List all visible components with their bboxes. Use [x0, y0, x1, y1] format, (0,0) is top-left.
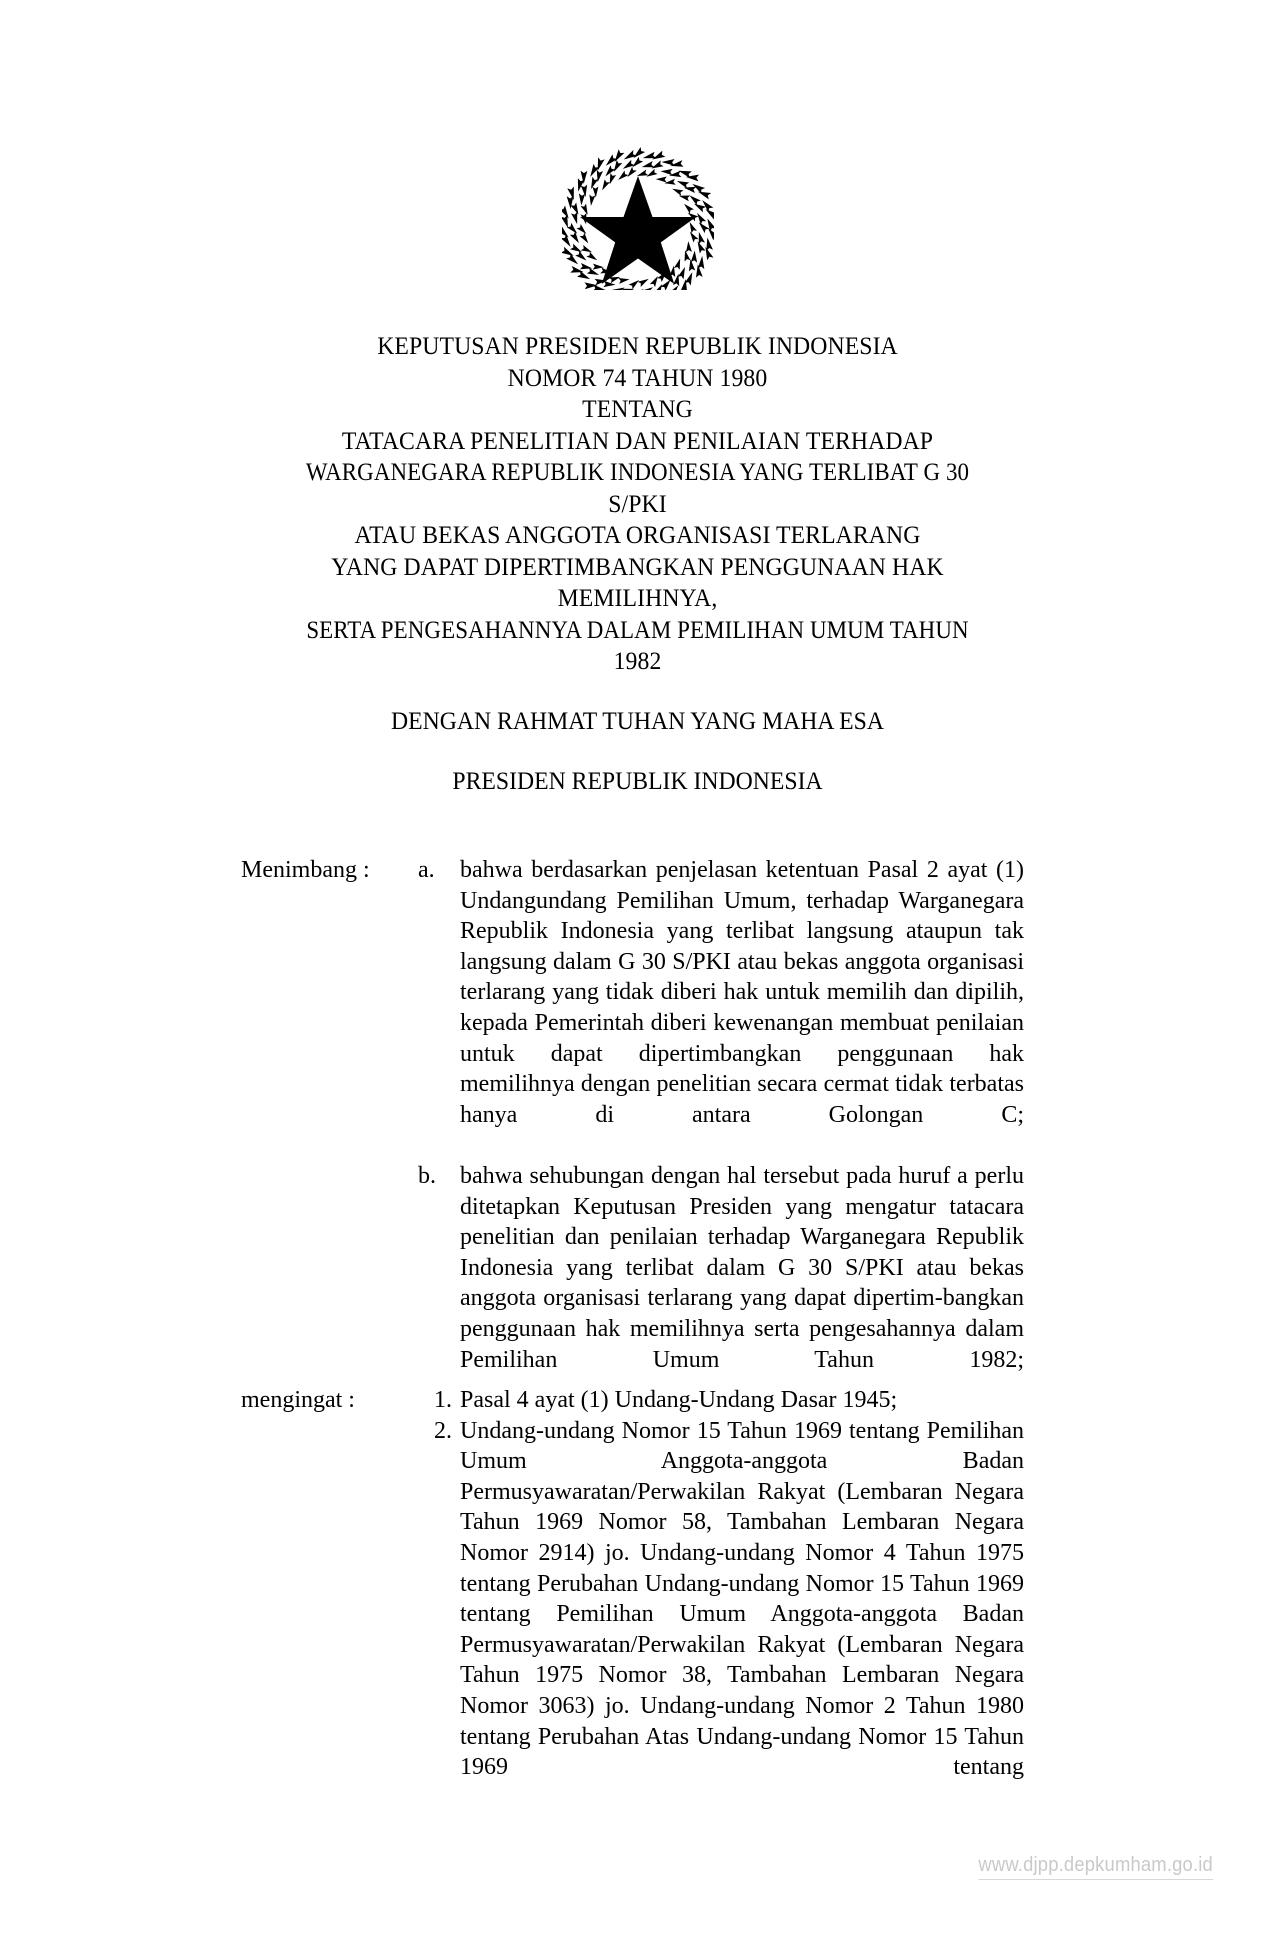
mengingat-item-1 — [418, 1385, 1024, 1416]
invocation-line: DENGAN RAHMAT TUHAN YANG MAHA ESA — [390, 706, 884, 735]
title-line-8: YANG DAPAT DIPERTIMBANGKAN PENGGUNAAN HAK — [331, 551, 944, 581]
menimbang-items — [418, 855, 1024, 1406]
title-line-4: TATACARA PENELITIAN DAN PENILAIAN TERHADAP — [341, 425, 934, 455]
title-line-11: 1982 — [613, 646, 662, 675]
title-line-10: SERTA PENGESAHANNYA DALAM PEMILIHAN UMUM TAHUN — [306, 614, 969, 644]
title-line-1: KEPUTUSAN PRESIDEN REPUBLIK INDONESIA — [377, 331, 898, 360]
menimbang-text-a: bahwa berdasarkan penjelasan ketentuan Pasal 2 ayat (1) Undangundang Pemilihan Umum, terhadap Warganegara Republik Indonesia yang terlibat langsung ataupun tak langsung dalam G 30 S/PKI atau bekas anggota organisasi terlarang yang tidak diberi hak untuk memilih dan dipilih, kepada Pemerintah diberi kewenangan membuat penilaian untuk dapat dipertimbangkan penggunaan hak memilihnya dengan penelitian secara cermat tidak terbatas hanya di antara Golongan C; — [460, 857, 1024, 1128]
mengingat-text-2: Undang-undang Nomor 15 Tahun 1969 tentang Pemilihan Umum Anggota-anggota Badan Permusyawaratan/Perwakilan Rakyat (Lembaran Negara Tahun 1969 Nomor 58, Tambahan Lembaran Negara Nomor 2914) jo. Undang-undang Nomor 4 Tahun 1975 tentang Perubahan Undang-undang Nomor 15 Tahun 1969 tentang Pemilihan Umum Anggota-anggota Badan Permusyawaratan/Perwakilan Rakyat (Lembaran Negara Tahun 1975 Nomor 38, Tambahan Lembaran Negara Nomor 3063) jo. Undang-undang Nomor 2 Tahun 1980 tentang Perubahan Atas Undang-undang Nomor 15 Tahun 1969 tentang — [460, 1417, 1024, 1781]
emblem-container — [0, 140, 1275, 290]
title-line-9: MEMILIHNYA, — [557, 583, 718, 612]
menimbang-section — [236, 855, 1024, 1406]
indonesian-national-emblem-icon — [562, 140, 714, 290]
title-line-2: NOMOR 74 TAHUN 1980 — [507, 362, 768, 392]
mengingat-label: mengingat : — [241, 1387, 355, 1413]
menimbang-label: Menimbang : — [241, 857, 370, 883]
title-line-3: TENTANG — [582, 394, 693, 423]
mengingat-items — [418, 1385, 1024, 1813]
title-line-6: S/PKI — [608, 488, 667, 518]
title-line-7: ATAU BEKAS ANGGOTA ORGANISASI TERLARANG — [354, 520, 921, 549]
mengingat-marker-2: 2. — [434, 1417, 452, 1444]
document-title-block — [255, 330, 1020, 677]
mengingat-text-1: Pasal 4 ayat (1) Undang-Undang Dasar 1945; — [460, 1387, 898, 1413]
menimbang-marker-a: a. — [418, 857, 435, 883]
mengingat-item-2 — [418, 1416, 1024, 1814]
menimbang-item-b — [418, 1161, 1024, 1406]
mengingat-marker-1: 1. — [434, 1387, 452, 1413]
authority-line: PRESIDEN REPUBLIK INDONESIA — [452, 766, 823, 795]
mengingat-section — [236, 1385, 1024, 1813]
title-line-5: WARGANEGARA REPUBLIK INDONESIA YANG TERLIBAT G 30 — [305, 457, 970, 486]
menimbang-text-b: bahwa sehubungan dengan hal tersebut pada huruf a perlu ditetapkan Keputusan Presiden yang mengatur tatacara penelitian dan penilaian terhadap Warganegara Republik Indonesia yang terlibat dalam G 30 S/PKI atau bekas anggota organisasi terlarang yang dapat dipertim-bangkan penggunaan hak memilihnya serta pengesahannya dalam Pemilihan Umum Tahun 1982; — [460, 1162, 1024, 1373]
menimbang-item-a — [418, 855, 1024, 1161]
source-watermark: www.djpp.depkumham.go.id — [978, 1854, 1213, 1880]
menimbang-marker-b: b. — [418, 1162, 436, 1189]
